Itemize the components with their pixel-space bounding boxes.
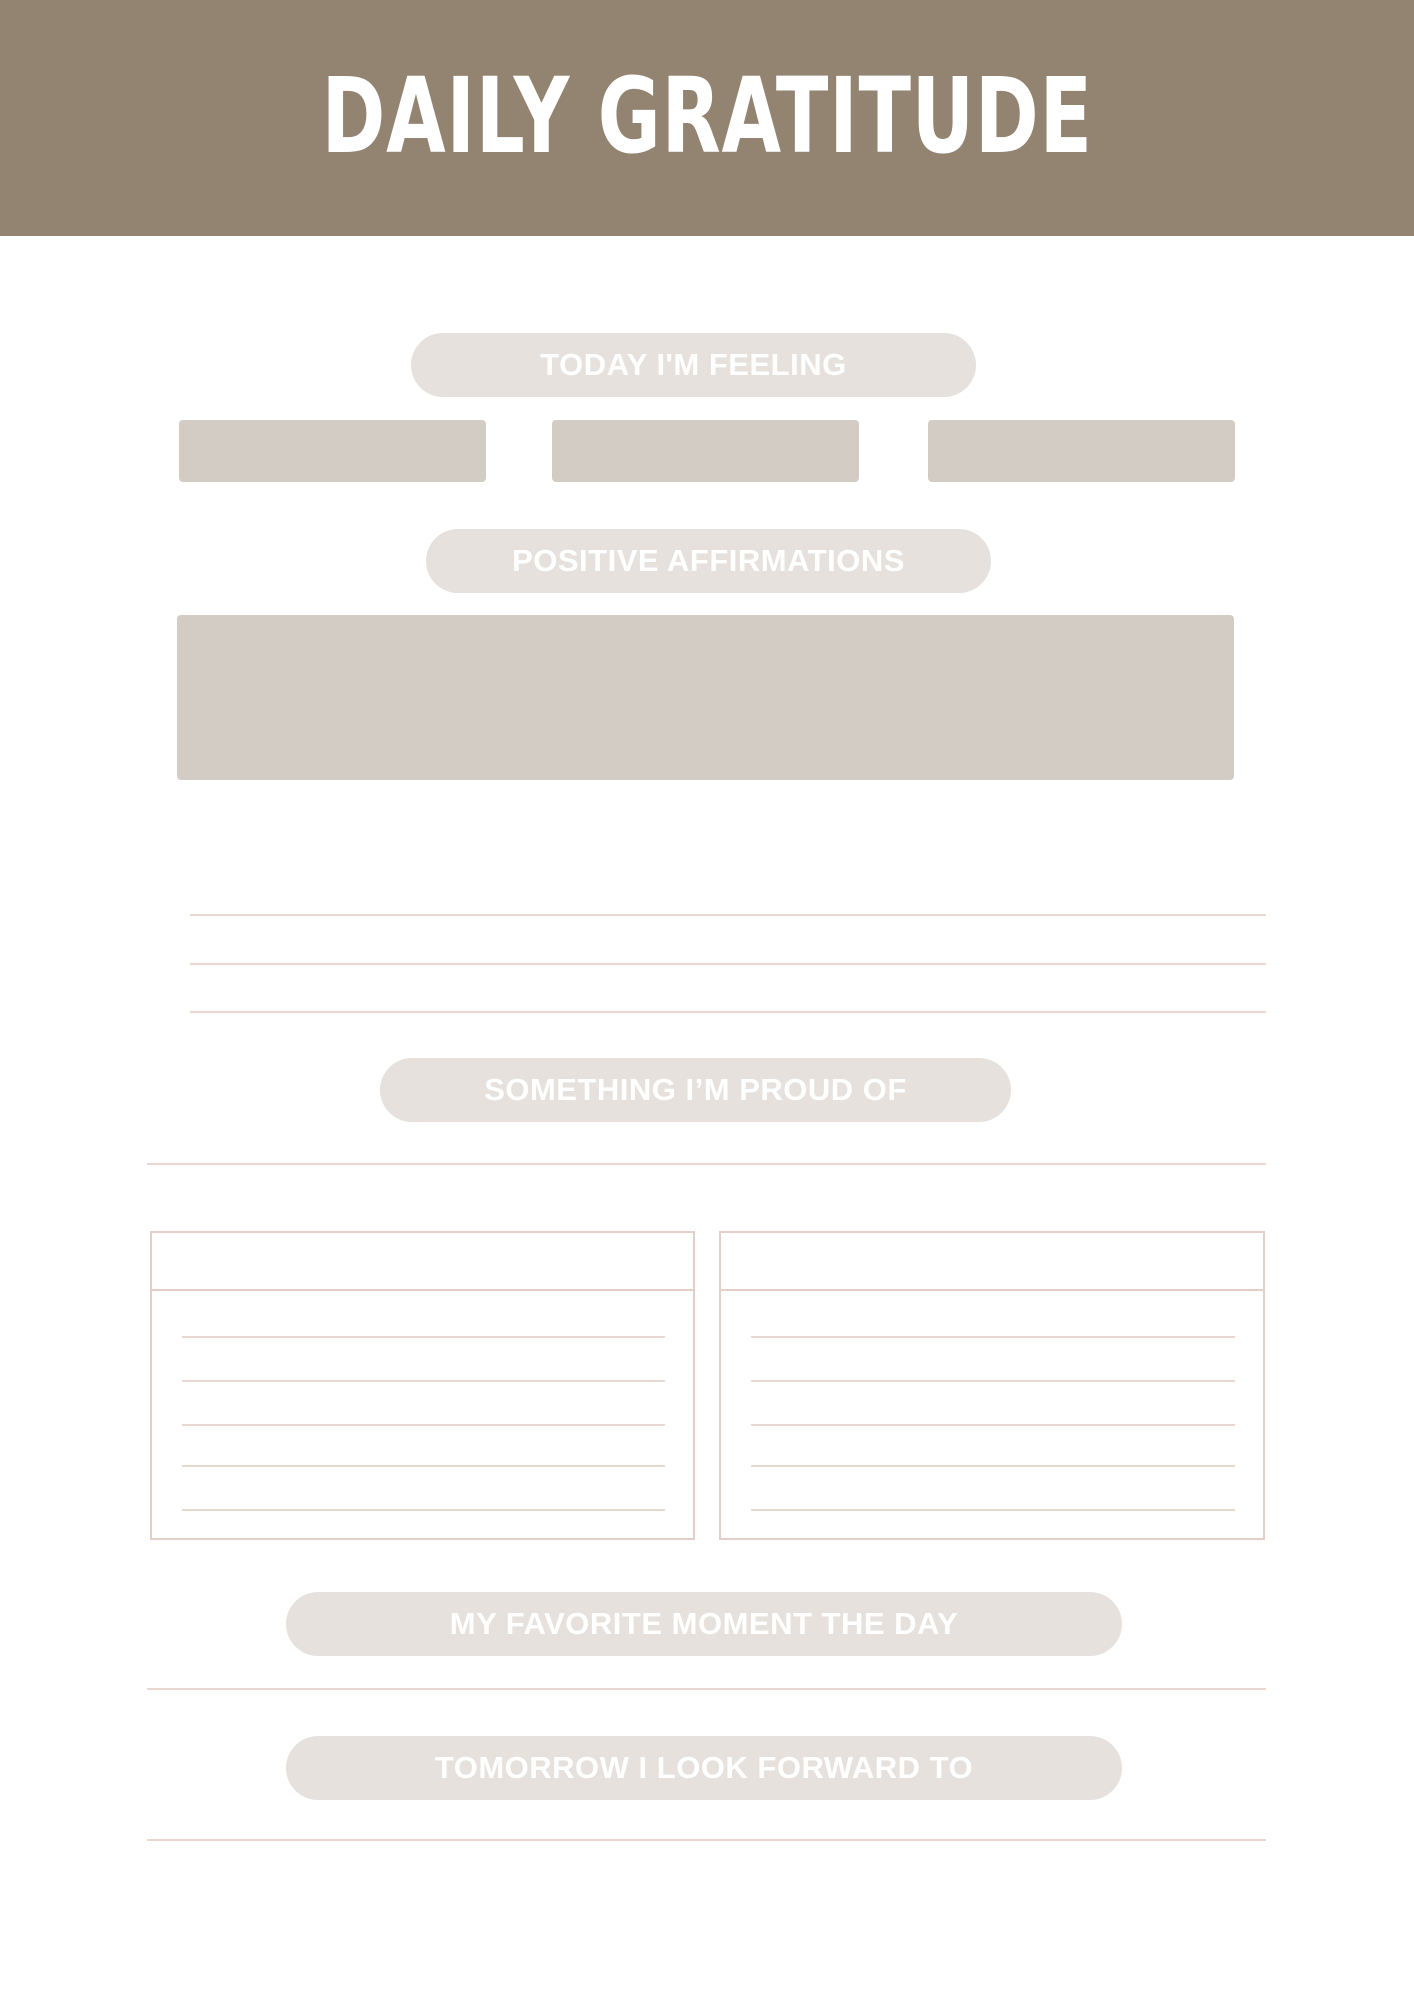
section-label-feeling: TODAY I'M FEELING xyxy=(411,333,976,397)
affirmations-field[interactable] xyxy=(177,615,1234,780)
section-label-tomorrow: TOMORROW I LOOK FORWARD TO xyxy=(286,1736,1122,1800)
feeling-field-1[interactable] xyxy=(179,420,486,482)
writing-line xyxy=(147,1163,1266,1165)
section-label-proud: SOMETHING I’M PROUD OF xyxy=(380,1058,1011,1122)
writing-line xyxy=(147,1688,1266,1690)
card-writing-line xyxy=(751,1336,1235,1338)
feeling-field-3[interactable] xyxy=(928,420,1235,482)
feeling-field-2[interactable] xyxy=(552,420,859,482)
notes-card-left xyxy=(150,1231,695,1540)
header-banner xyxy=(0,0,1414,236)
page-title: DAILY GRATITUDE xyxy=(321,55,1093,177)
writing-line xyxy=(190,914,1266,916)
card-writing-line xyxy=(182,1336,665,1338)
card-writing-line xyxy=(751,1424,1235,1426)
card-writing-line xyxy=(751,1509,1235,1511)
card-writing-line xyxy=(751,1465,1235,1467)
card-header-divider xyxy=(721,1289,1263,1291)
section-label-favorite-moment: MY FAVORITE MOMENT THE DAY xyxy=(286,1592,1122,1656)
card-writing-line xyxy=(182,1380,665,1382)
card-writing-line xyxy=(751,1380,1235,1382)
card-writing-line xyxy=(182,1424,665,1426)
writing-line xyxy=(147,1839,1266,1841)
card-header-divider xyxy=(152,1289,693,1291)
writing-line xyxy=(190,1011,1266,1013)
notes-card-right xyxy=(719,1231,1265,1540)
section-label-affirmations: POSITIVE AFFIRMATIONS xyxy=(426,529,991,593)
card-writing-line xyxy=(182,1465,665,1467)
writing-line xyxy=(190,963,1266,965)
card-writing-line xyxy=(182,1509,665,1511)
